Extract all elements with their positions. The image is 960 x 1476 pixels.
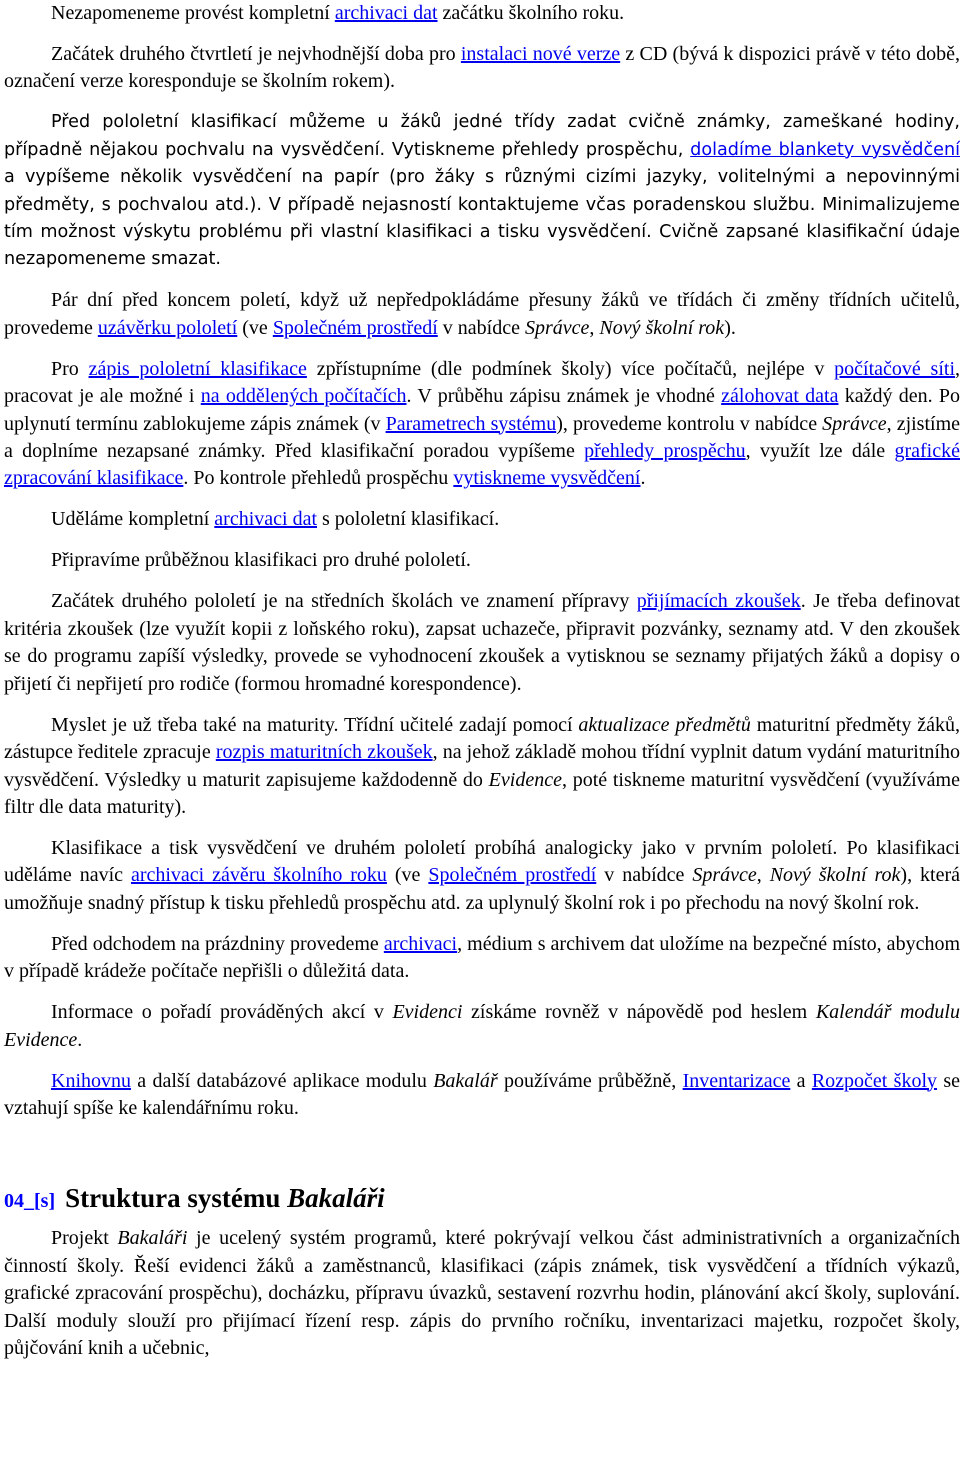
link-zalohovat-data[interactable]: zálohovat data <box>721 385 839 408</box>
link-rozpis-maturitnich-zkousek[interactable]: rozpis maturitních zkoušek <box>215 741 433 764</box>
link-archivace-zaveru-roku[interactable]: archivaci závěru školního roku <box>130 864 387 887</box>
section-number: 04_[s] <box>4 1190 56 1213</box>
paragraph-project-intro: Projekt Bakaláři je ucelený systém programů, které pokrývají velkou část administrativních a organizačních činností školy. Řeší evidenci žáků a zaměstnanců, klasifikaci (zápis známek, tisk vysvědčení a třídních výkazů, grafické zpracování prospěchu), docházku, přípravu úvazků, sestavení rozvrhu hodin, plánování akcí školy, suplování. Další moduly slouží pro přijímací řízení resp. zápis do prvního ročníku, inventarizaci majetku, rozpočet školy, půjčování knih a učebnic, <box>4 1227 960 1359</box>
link-graficke-zpracovani[interactable]: grafické zpracování klasifikace <box>4 440 960 490</box>
link-doladime-blankety[interactable]: doladíme blankety vysvědčení <box>690 139 960 160</box>
link-knihovna[interactable]: Knihovnu <box>51 1069 131 1092</box>
link-prijimaci-zkousky[interactable]: přijímacích zkoušek <box>636 590 801 613</box>
link-oddelene-pocitace[interactable]: na oddělených počítačích <box>200 385 407 408</box>
link-vytiskneme-vysvedceni[interactable]: vytiskneme vysvědčení <box>453 467 641 490</box>
link-archivace-dat[interactable]: archivaci dat <box>334 2 438 24</box>
paragraph-holidays: Před odchodem na prázdniny provedeme archivaci, médium s archivem dat uložíme na bezpečné místo, abychom v případě krádeže počítače nepřišli o důležitá data. <box>4 932 960 983</box>
link-spolecne-prostredi-2[interactable]: Společném prostředí <box>428 864 597 887</box>
paragraph-second-quarter: Začátek druhého čtvrtletí je nejvhodnější doba pro instalaci nové verze z CD (bývá k dispozici právě v této době, označení verze koresponduje se školním rokem). <box>4 43 960 93</box>
paragraph-second-semester: Klasifikace a tisk vysvědčení ve druhém pololetí probíhá analogicky jako v prvním pololetí. Po klasifikaci uděláme navíc archivaci závěru školního roku (ve Společném prostředí v nabídce Správce, Nový školní rok), která umožňuje snadný přístup k tisku přehledů prospěchu atd. za uplynulý školní rok i po přechodu na nový školní rok. <box>4 836 960 914</box>
link-rozpocet-skoly[interactable]: Rozpočet školy <box>811 1069 938 1092</box>
paragraph-semester-closure: Pár dní před koncem poletí, když už nepředpokládáme přesuny žáků ve třídách či změny třídních učitelů, provedeme uzávěrku pololetí (ve Společném prostředí v nabídce Správce, Nový školní rok). <box>4 289 960 339</box>
paragraph-semester-archive: Uděláme kompletní archivaci dat s pololetní klasifikací. <box>51 508 500 531</box>
section-title: Struktura systému Bakaláři <box>65 1183 385 1214</box>
paragraph-entrance-exams: Začátek druhého pololetí je na středních školách ve znamení přípravy přijímacích zkoušek. Je třeba definovat kritéria zkoušek (lze využít kopii z loňského roku), zapsat uchazeče, připravit pozvánky, seznamy atd. V den zkoušek se do programu zapíší výsledky, provede se vyhodnocení zkoušek a vytisknou se seznamy přijatých žáků a dopisy o přijetí či nepřijetí pro rodiče (formou hromadné korespondence). <box>4 590 960 695</box>
link-archivace-dat-pololeti[interactable]: archivaci dat <box>214 508 318 531</box>
section-heading <box>4 1178 960 1221</box>
link-archivace[interactable]: archivaci <box>383 932 458 955</box>
link-pocitacove-siti[interactable]: počítačové síti <box>834 357 955 380</box>
link-instalace-nove-verze[interactable]: instalaci nové verze <box>460 43 621 65</box>
link-inventarizace[interactable]: Inventarizace <box>682 1069 791 1092</box>
paragraph-calendar-info: Informace o pořadí prováděných akcí v Evidenci získáme rovněž v nápovědě pod heslem Kalendář modulu Evidence. <box>4 1001 960 1051</box>
link-zapis-pololetni-klasifikace[interactable]: zápis pololetní klasifikace <box>88 357 307 380</box>
paragraph-library: Knihovnu a další databázové aplikace modulu Bakalář používáme průběžně, Inventarizace a Rozpočet školy se vztahují spíše ke kalendářnímu roku. <box>4 1069 960 1119</box>
paragraph-grade-entry: Pro zápis pololetní klasifikace zpřístupníme (dle podmínek školy) více počítačů, nejlépe v počítačové síti, pracovat je ale možné i na oddělených počítačích. V průběhu zápisu známek je vhodné zálohovat data každý den. Po uplynutí termínu zablokujeme zápis známek (v Parametrech systému), provedeme kontrolu v nabídce Správce, zjistíme a doplníme nezapsané známky. Před klasifikační poradou vypíšeme přehledy prospěchu, využít lze dále grafické zpracování klasifikace. Po kontrole přehledů prospěchu vytiskneme vysvědčení. <box>4 357 960 490</box>
paragraph-maturity: Myslet je už třeba také na maturity. Třídní učitelé zadají pomocí aktualizace předmětů maturitní předměty žáků, zástupce ředitele zpracuje rozpis maturitních zkoušek, na jehož základě mohou třídní vyplnit datum vydání maturitního vysvědčení. Výsledky u maturit zapisujeme každodenně do Evidence, poté tiskneme maturitní vysvědčení (využíváme filtr dle data maturity). <box>4 713 960 818</box>
link-spolecne-prostredi[interactable]: Společném prostředí <box>272 316 438 339</box>
link-parametry-systemu[interactable]: Parametrech systému <box>385 412 557 435</box>
link-prehledy-prospechu[interactable]: přehledy prospěchu <box>584 440 746 463</box>
link-uzaverka-pololeti[interactable]: uzávěrku pololetí <box>97 316 238 339</box>
paragraph-before-semester-grading: Před pololetní klasifikací můžeme u žáků jedné třídy zadat cvičně známky, zameškané hodiny, případně nějakou pochvalu na vysvědčení. Vytiskneme přehledy prospěchu, doladíme blankety vysvědčení a vypíšeme několik vysvědčení na papír (pro žáky s různými cizími jazyky, volitelnými a nepovinnými předměty, s pochvalou atd.). V případě nejasností kontaktujeme včas poradenskou službu. Minimalizujeme tím možnost výskytu problému při vlastní klasifikaci a tisku vysvědčení. Cvičně zapsané klasifikační údaje nezapomeneme smazat. <box>4 112 960 270</box>
paragraph-archive-start: Nezapomeneme provést kompletní archivaci dat začátku školního roku. <box>51 2 625 24</box>
paragraph-continuous-grading: Připravíme průběžnou klasifikaci pro druhé pololetí. <box>51 549 471 572</box>
